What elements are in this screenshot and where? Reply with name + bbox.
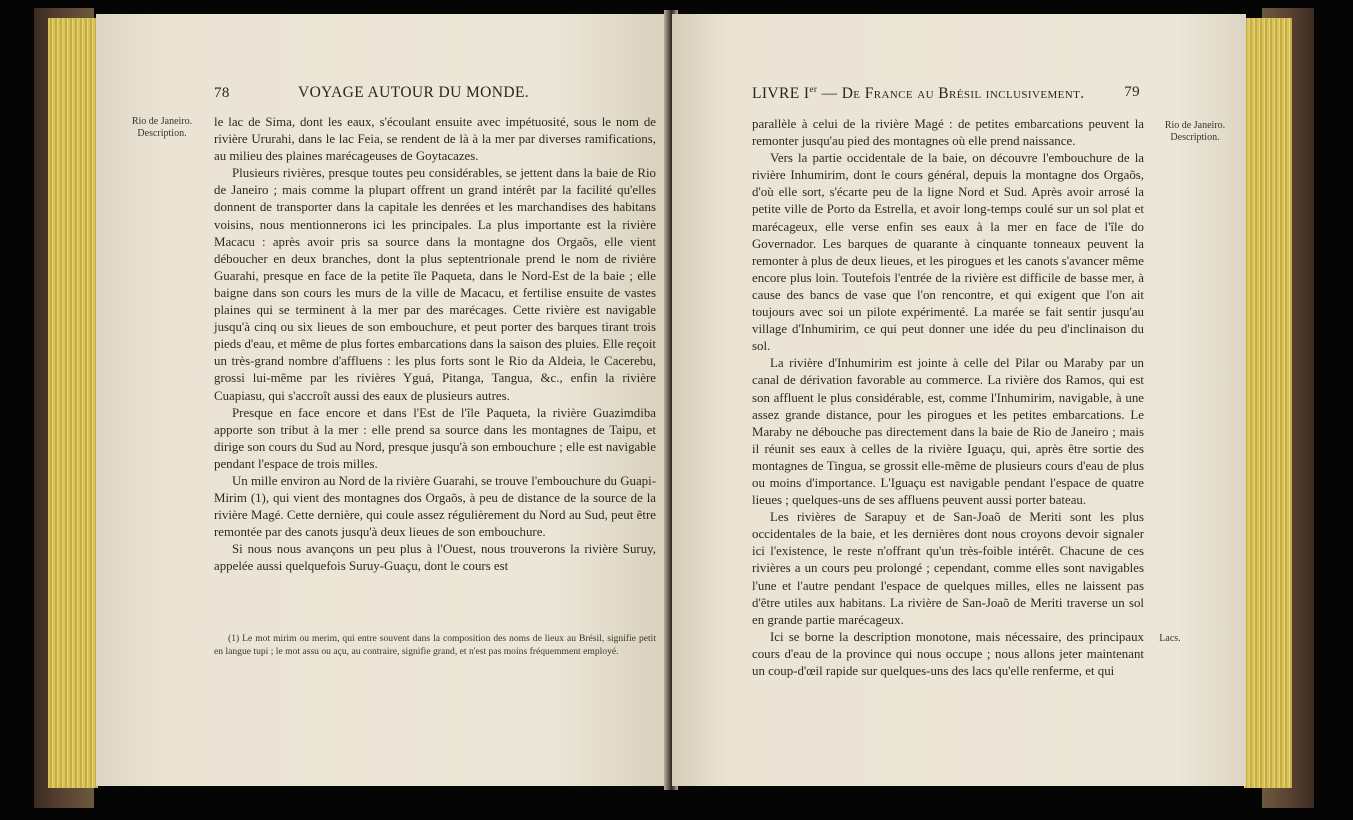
- right-running-head: [752, 84, 1144, 106]
- paragraph: parallèle à celui de la rivière Magé : de petites embarcations peuvent la remonter jusqu'au pied des montagnes où elle prend naissance.: [752, 117, 1144, 149]
- right-body-text: [752, 116, 1144, 680]
- paragraph: Les rivières de Sarapuy et de San-Joaõ de Meriti sont les plus occidentales de la baie, et les dernières dont nous croyons devoir signaler ici l'existence, le reste n'offrant qu'un très-foible intérêt. Chacune de ces rivières a un cours peu prolongé ; cependant, comme elles sont navigables l'une et l'autre pendant l'espace de quelques milles, elles ne laissent pas d'être utiles aux habitans. La rivière de San-Joaõ de Meriti traverse un sol en grande partie marécageux.: [752, 510, 1144, 627]
- paragraph: Si nous nous avançons un peu plus à l'Ouest, nous trouverons la rivière Suruy, appelée aussi quelquefois Suruy-Guaçu, dont le cours est: [214, 542, 656, 574]
- margin-note-line2: Description.: [1170, 131, 1220, 143]
- left-margin-note: [116, 116, 208, 139]
- right-page-number: 79: [1124, 84, 1140, 100]
- left-footnote: [214, 632, 656, 658]
- left-running-title: VOYAGE AUTOUR DU MONDE.: [298, 84, 530, 101]
- paragraph: Ici se borne la description monotone, mais nécessaire, des principaux cours d'eau de la province qui nous occupe ; nous allons jeter maintenant un coup-d'œil rapide sur quelques-uns des lacs qu'elle renferme, et qui: [752, 629, 1144, 678]
- right-running-title: [752, 85, 1085, 102]
- left-page-edges: [48, 18, 98, 788]
- left-running-head: [214, 84, 656, 106]
- right-margin-note: [1150, 120, 1240, 143]
- margin-note-line1: Rio de Janeiro.: [1164, 120, 1226, 131]
- running-head-chapter: — De France au Brésil inclusivement.: [817, 85, 1085, 103]
- paragraph: Plusieurs rivières, presque toutes peu considérables, se jettent dans la baie de Rio de Janeiro ; mais comme la plupart offrent un grand intérêt par la facilité qu'elles donnent de transporter dans la capitale les denrées et les marchandises des habitans voisins, nous mentionnerons ici les principales. La plus importante est la rivière Macacu : après avoir pris sa source dans la montagne dos Orgaõs, elle vient déboucher en deux branches, dont la plus septentrionale prend le nom de rivière Guarahi, presque en face de la petite île Paqueta, dans le Nord-Est de la baie ; elle baigne dans son cours les murs de la ville de Macacu, et fertilise ensuite de vastes plaines qui se terminent à la mer par des marécages. Cette rivière est navigable jusqu'à cinq ou six lieues de son embouchure, et peut porter des barques tirant trois pieds d'eau, et même de plus fortes embarcations dans la saison des pluies. Elle reçoit un très-grand nombre d'affluens : les plus forts sont le Rio da Aldeia, le Cacerebu, grossi lui-même par les rivières Yguá, Pitanga, Tangua, &c., enfin la rivière Cuapiasu, qui s'accroît aussi des eaux de plusieurs autres.: [214, 166, 656, 403]
- paragraph: le lac de Sima, dont les eaux, s'écoulant ensuite avec impétuosité, sous le nom de rivière Ururahi, dans le lac Feia, se rendent de là à la mer par diverses ramifications, au milieu des plaines marécageuses de Goytacazes.: [214, 115, 656, 164]
- paragraph: Un mille environ au Nord de la rivière Guarahi, se trouve l'embouchure du Guapi-Mirim (1), qui vient des montagnes dos Orgaõs, à peu de distance de la source de la rivière Magé. Cette dernière, qui coule assez régulièrement du Nord au Sud, peut être remontée par des canots jusqu'à deux lieues de son embouchure.: [214, 473, 656, 540]
- paragraph: Vers la partie occidentale de la baie, on découvre l'embouchure de la rivière Inhumirim, dont le cours général, depuis la montagne dos Orgaõs, d'où elle sort, s'écarte peu de la ligne Nord et Sud. Après avoir arrosé la petite ville de Porto da Estrella, et avoir long-temps coulé sur un sol plat et marécageux, elle verse enfin ses eaux à la mer en face de l'île do Governador. Les barques de quarante à cinquante tonneaux peuvent la remonter à plus de deux lieues, et les pirogues et les canots s'avancer même encore plus loin. Toutefois l'entrée de la rivière est difficile de basse mer, à cause des bancs de vase que l'on rencontre, et qui exigent que l'on ait toujours avec soi un pilote expérimenté. La marée se fait sentir jusqu'au village d'Inhumirim, ce qui peut donner une idée du peu d'inclinaison du sol.: [752, 151, 1144, 354]
- running-head-book: LIVRE I: [752, 85, 810, 103]
- right-page-edges: [1244, 18, 1292, 788]
- paragraph: Presque en face encore et dans l'Est de l'île Paqueta, la rivière Guazimdiba apporte son tribut à la mer : elle prend sa source dans les montagnes de Taipu, et dirige son cours du Sud au Nord, presque jusqu'à son embouchure ; elle est navigable pendant l'espace de trois milles.: [214, 405, 656, 471]
- left-body-text: [214, 114, 656, 576]
- margin-note-line1: Rio de Janeiro.: [131, 116, 193, 127]
- paragraph: La rivière d'Inhumirim est jointe à celle del Pilar ou Maraby par un canal de dérivation favorable au commerce. La rivière dos Ramos, qui est son affluent le plus considérable, est, comme l'Inhumirim, navigable, à une assez grande distance, pour les pirogues et les petites embarcations. Le Maraby ne débouche pas directement dans la baie de Rio de Janeiro ; mais il réunit ses eaux à celles de la rivière Iguaçu, qui, après être sortie des montagnes de Tingua, se grossit elle-même de plusieurs cours d'eau de plus ou moins d'importance. L'Iguaçu est navigable pendant l'espace de quatre lieues ; quelques-uns de ses affluens peuvent aussi porter bateau.: [752, 356, 1144, 508]
- right-margin-note-lacs: Lacs.: [1159, 633, 1181, 644]
- running-head-sup: er: [809, 84, 818, 94]
- left-page-number: 78: [214, 85, 230, 101]
- footnote-text: (1) Le mot mirim ou merim, qui entre souvent dans la composition des noms de lieux au Brésil, signifie petit en langue tupi ; le mot assu ou açu, au contraire, signifie grand, et n'est pas moins fréquemment employé.: [214, 633, 656, 658]
- margin-note-line2: Description.: [137, 127, 187, 139]
